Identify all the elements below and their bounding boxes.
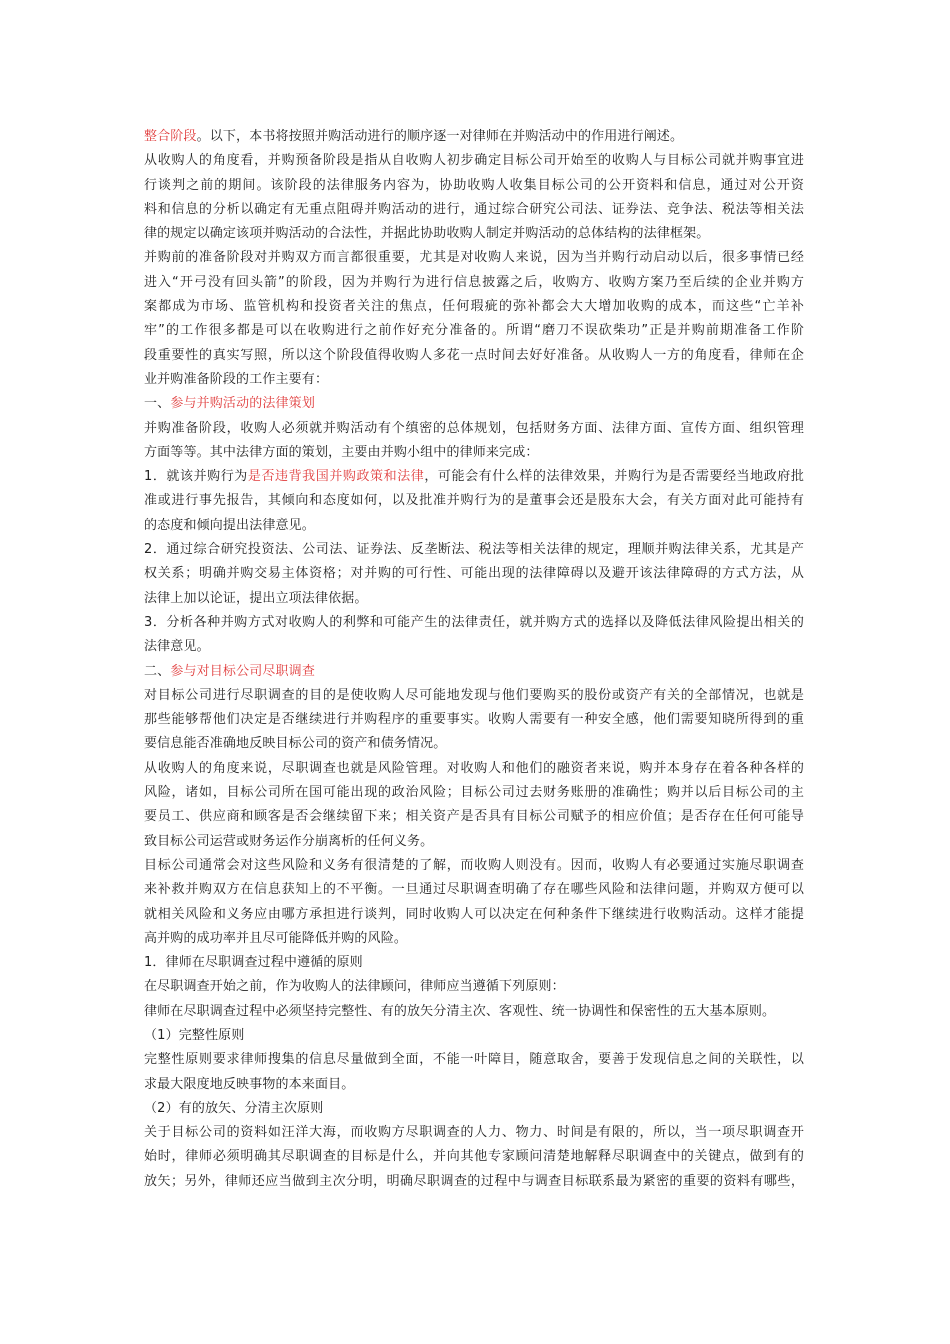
text-segment: 高并购的成功率并且尽可能降低并购的风险。 xyxy=(144,930,408,946)
text-segment: 段重要性的真实写照，所以这个阶段值得收购人多花一点时间去好好准备。从收购人一方的角度看，律师在企 xyxy=(144,347,804,363)
text-line xyxy=(144,1048,804,1072)
text-line xyxy=(144,1024,804,1048)
text-line xyxy=(144,222,804,246)
text-line xyxy=(144,587,804,611)
text-segment: 方面等等。其中法律方面的策划，主要由并购小组中的律师来完成： xyxy=(144,444,539,460)
text-line xyxy=(144,295,804,319)
text-segment: 目标公司通常会对这些风险和义务有很清楚的了解，而收购人则没有。因而，收购人有必要通过实施尽职调查 xyxy=(144,857,804,873)
text-line xyxy=(144,878,804,902)
text-line xyxy=(144,392,804,416)
text-segment: 从收购人的角度来说，尽职调查也就是风险管理。对收购人和他们的融资者来说，购并本身存在着各种各样的 xyxy=(144,760,804,776)
text-line xyxy=(144,368,804,392)
text-segment: 完整性原则要求律师搜集的信息尽量做到全面，不能一叶障目，随意取舍，要善于发现信息之间的关联性，以 xyxy=(144,1052,804,1068)
text-segment: 1．律师在尽职调查过程中遵循的原则 xyxy=(144,955,363,971)
text-line xyxy=(144,562,804,586)
text-segment: ，可能会有什么样的法律效果，并购行为是否需要经当地政府批 xyxy=(424,469,804,485)
text-segment: 的态度和倾向提出法律意见。 xyxy=(144,517,315,533)
text-line xyxy=(144,441,804,465)
text-line xyxy=(144,319,804,343)
text-segment: 对目标公司进行尽职调查的目的是使收购人尽可能地发现与他们要购买的股份或资产有关的全部情况，也就是 xyxy=(144,687,804,703)
text-segment: 2．通过综合研究投资法、公司法、证券法、反垄断法、税法等相关法律的规定，理顺并购法律关系，尤其是产 xyxy=(144,542,804,558)
text-segment: 法律上加以论证，提出立项法律依据。 xyxy=(144,590,368,606)
text-segment: 就相关风险和义务应由哪方承担进行谈判，同时收购人可以决定在何种条件下继续进行收购活动。这样才能提 xyxy=(144,906,804,922)
text-segment: 致目标公司运营或财务运作分崩离析的任何义务。 xyxy=(144,833,434,849)
text-line xyxy=(144,198,804,222)
text-segment: 行谈判之前的期间。该阶段的法律服务内容为，协助收购人收集目标公司的公开资料和信息，通过对公开资 xyxy=(144,177,804,193)
text-segment: 准或进行事先报告，其倾向和态度如何，以及批准并购行为的是董事会还是股东大会，有关方面对此可能持有 xyxy=(144,493,804,509)
highlighted-text: 是否违背我国并购政策和法律 xyxy=(247,469,425,485)
text-segment: 一、 xyxy=(144,396,171,412)
text-line xyxy=(144,805,804,829)
text-line xyxy=(144,781,804,805)
text-line xyxy=(144,854,804,878)
text-segment: 并购准备阶段，收购人必须就并购活动有个缜密的总体规划，包括财务方面、法律方面、宣传方面、组织管理 xyxy=(144,420,804,436)
text-line xyxy=(144,975,804,999)
text-line xyxy=(144,611,804,635)
text-line xyxy=(144,903,804,927)
text-segment: （1）完整性原则 xyxy=(144,1027,245,1043)
text-segment: 并购前的准备阶段对并购双方而言都很重要，尤其是对收购人来说，因为当并购行动启动以后，很多事情已经 xyxy=(144,250,804,266)
text-line xyxy=(144,660,804,684)
text-line xyxy=(144,635,804,659)
text-line xyxy=(144,757,804,781)
text-line xyxy=(144,1097,804,1121)
text-line xyxy=(144,708,804,732)
highlighted-text: 参与并购活动的法律策划 xyxy=(170,396,315,412)
text-segment: 放矢；另外，律师还应当做到主次分明，明确尽职调查的过程中与调查目标联系最为紧密的重要的资料有哪些， xyxy=(144,1173,804,1189)
document-page xyxy=(144,125,804,1194)
text-line xyxy=(144,465,804,489)
text-segment: 要信息能否准确地反映目标公司的资产和债务情况。 xyxy=(144,736,447,752)
text-segment: 律师在尽职调查过程中必须坚持完整性、有的放矢分清主次、客观性、统一协调性和保密性的五大基本原则。 xyxy=(144,1003,776,1019)
text-line xyxy=(144,246,804,270)
text-line xyxy=(144,951,804,975)
text-segment: （2）有的放矢、分清主次原则 xyxy=(144,1100,324,1116)
text-segment: 3．分析各种并购方式对收购人的利弊和可能产生的法律责任，就并购方式的选择以及降低法律风险提出相关的 xyxy=(144,614,804,630)
text-line xyxy=(144,684,804,708)
text-segment: 律的规定以确定该项并购活动的合法性，并据此协助收购人制定并购活动的总体结构的法律框架。 xyxy=(144,226,710,242)
text-segment: 在尽职调查开始之前，作为收购人的法律顾问，律师应当遵循下列原则： xyxy=(144,979,565,995)
text-segment: 1．就该并购行为 xyxy=(144,469,248,485)
text-line xyxy=(144,514,804,538)
text-segment: 关于目标公司的资料如汪洋大海，而收购方尽职调查的人力、物力、时间是有限的，所以，当一项尽职调查开 xyxy=(144,1125,804,1141)
highlighted-text: 参与对目标公司尽职调查 xyxy=(170,663,315,679)
text-segment: 权关系；明确并购交易主体资格；对并购的可行性、可能出现的法律障碍以及避开该法律障碍的方式方法，从 xyxy=(144,566,804,582)
text-line xyxy=(144,927,804,951)
text-line xyxy=(144,344,804,368)
text-segment: 案都成为市场、监管机构和投资者关注的焦点，任何瑕疵的弥补都会大大增加收购的成本，而这些“亡羊补 xyxy=(144,299,804,315)
text-segment: 要员工、供应商和顾客是否会继续留下来；相关资产是否具有目标公司赋予的相应价值；是否存在任何可能导 xyxy=(144,809,804,825)
text-segment: 法律意见。 xyxy=(144,639,210,655)
text-segment: 从收购人的角度看，并购预备阶段是指从自收购人初步确定目标公司开始至的收购人与目标公司就并购事宜进 xyxy=(144,153,804,169)
text-segment: 二、 xyxy=(144,663,171,679)
text-segment: 料和信息的分析以确定有无重点阻碍并购活动的进行，通过综合研究公司法、证券法、竞争法、税法等相关法 xyxy=(144,201,804,217)
text-line xyxy=(144,417,804,441)
text-segment: 牢”的工作很多都是可以在收购进行之前作好充分准备的。所谓“磨刀不误砍柴功”正是并购前期准备工作阶 xyxy=(144,323,804,339)
text-line xyxy=(144,1145,804,1169)
text-line xyxy=(144,538,804,562)
text-line xyxy=(144,732,804,756)
text-line xyxy=(144,174,804,198)
text-line xyxy=(144,149,804,173)
text-line xyxy=(144,1170,804,1194)
text-line xyxy=(144,1121,804,1145)
text-line xyxy=(144,1000,804,1024)
highlighted-text: 整合阶段 xyxy=(144,129,197,144)
text-segment: 那些能够帮他们决定是否继续进行并购程序的重要事实。收购人需要有一种安全感，他们需要知晓所得到的重 xyxy=(144,712,804,728)
text-line xyxy=(144,489,804,513)
text-segment: 始时，律师必须明确其尽职调查的目标是什么，并向其他专家顾问清楚地解释尽职调查中的关键点，做到有的 xyxy=(144,1149,804,1165)
text-segment: 进入“开弓没有回头箭”的阶段，因为并购行为进行信息披露之后，收购方、收购方案乃至后续的企业并购方 xyxy=(144,274,804,290)
text-segment: 风险，诸如，目标公司所在国可能出现的政治风险；目标公司过去财务账册的准确性；购并以后目标公司的主 xyxy=(144,785,804,801)
text-line xyxy=(144,830,804,854)
text-line xyxy=(144,271,804,295)
text-segment: 来补救并购双方在信息获知上的不平衡。一旦通过尽职调查明确了存在哪些风险和法律问题，并购双方便可以 xyxy=(144,882,804,898)
text-segment: 业并购准备阶段的工作主要有： xyxy=(144,371,329,387)
text-line xyxy=(144,125,804,149)
text-segment: 。以下，本书将按照并购活动进行的顺序逐一对律师在并购活动中的作用进行阐述。 xyxy=(196,129,684,144)
text-segment: 求最大限度地反映事物的本来面目。 xyxy=(144,1076,355,1092)
text-line xyxy=(144,1073,804,1097)
